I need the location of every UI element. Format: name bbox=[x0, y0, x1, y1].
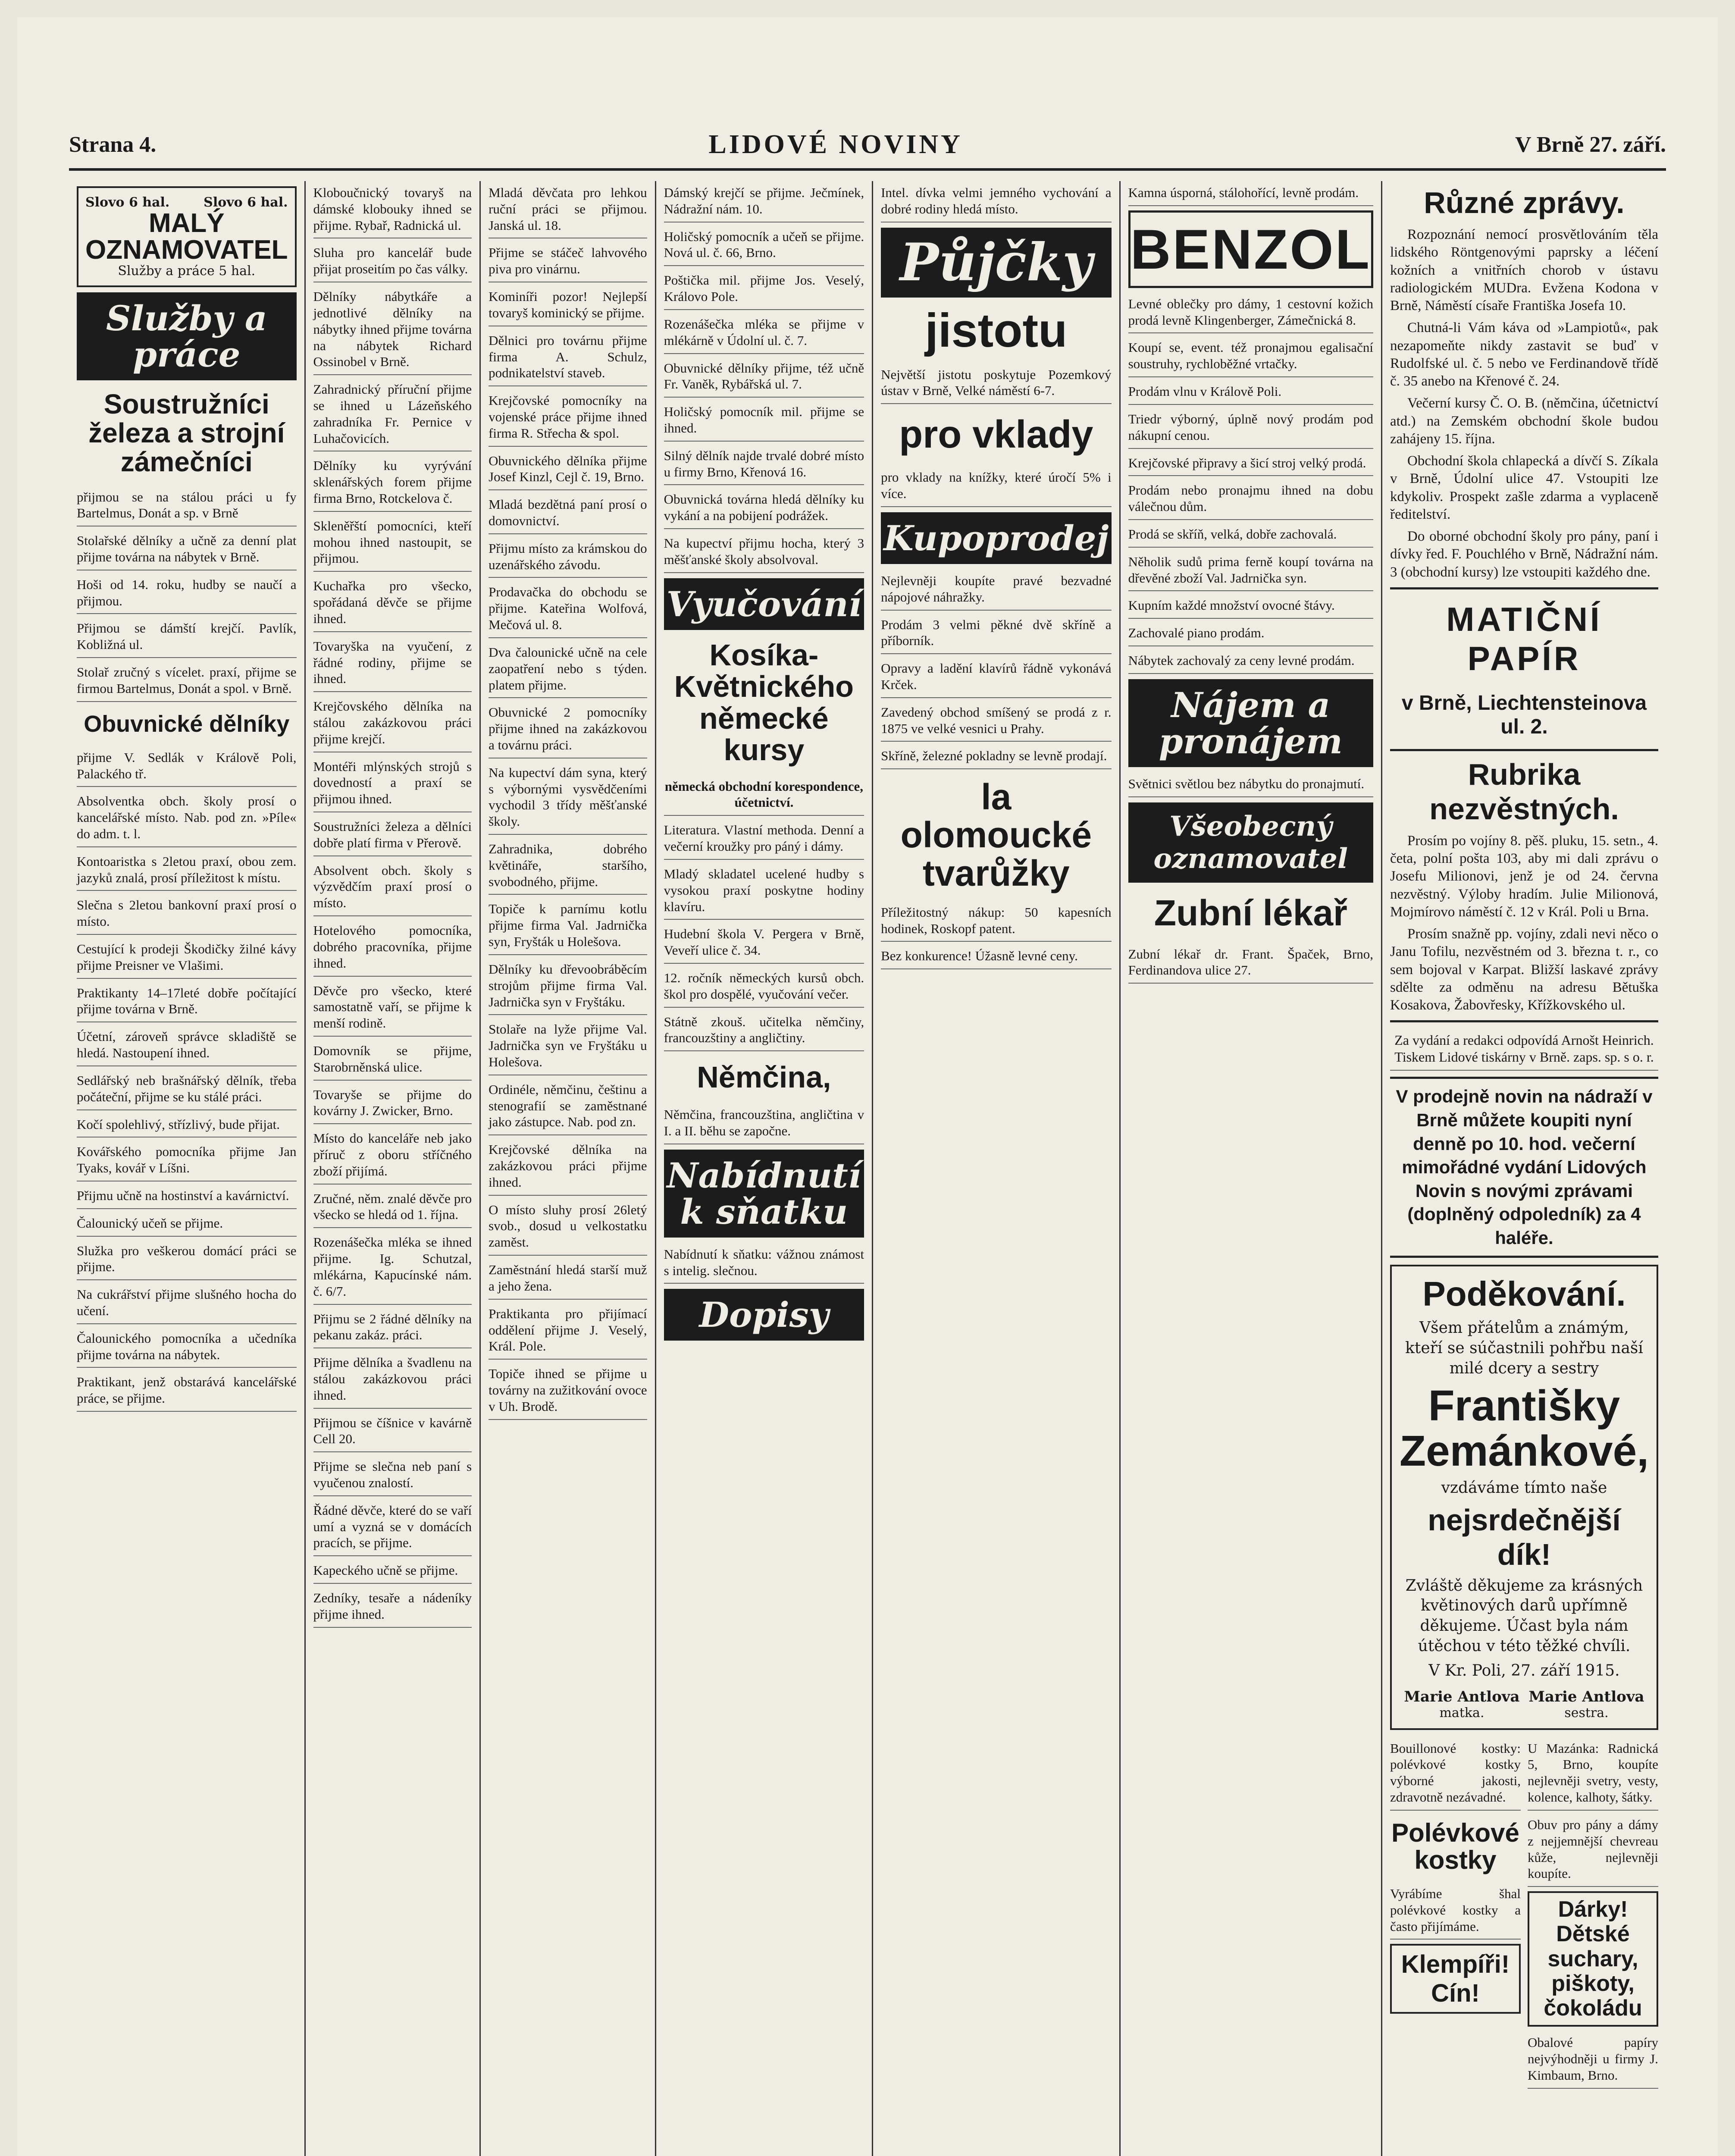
news-item: Chutná-li Vám káva od »Lampiotů«, pak nezapomeňte nikdy zastavit se buď v Rudolfské ul. č. 5 nebo ve Ferdinandově třídě č. 35 anebo na Křenové č. 24. bbox=[1390, 320, 1659, 389]
list-item: Nábytek zachovalý za ceny levné prodám. bbox=[1128, 649, 1373, 674]
list-item: Tovaryše se přijme do kovárny J. Zwicker, Brno. bbox=[313, 1083, 472, 1125]
list-item: Obuvnická továrna hledá dělníky ku vykání a na pobijení podrážek. bbox=[664, 488, 864, 529]
missing-persons-title: Rubrika nezvěstných. bbox=[1429, 757, 1619, 826]
list-item: Krejčovského dělníka na stálou zakázkovou práci přijme krejčí. bbox=[313, 695, 472, 752]
list-item: Něholik sudů prima ferně koupí továrna na dřevěné zboží Val. Jadrnička syn. bbox=[1128, 550, 1373, 592]
list-item: Přijme se stáčeč lahvového piva pro vinárnu. bbox=[489, 241, 647, 282]
list-item: Kovářského pomocníka přijme Jan Tyaks, kovář v Líšni. bbox=[77, 1140, 297, 1181]
newspaper-page bbox=[17, 17, 1718, 2156]
list-item: Zahradnický příruční přijme se ihned u Lázeňského zahradníka Fr. Pernice v Luhačovicích. bbox=[313, 378, 472, 451]
security-heading: jistotu bbox=[925, 304, 1068, 357]
rate-right: Slovo 6 hal. bbox=[204, 195, 288, 210]
list-item: Bez konkurence! Úžasně levné ceny. bbox=[881, 944, 1111, 969]
list-item: Kapeckého učně se přijme. bbox=[313, 1559, 472, 1584]
list-item: pro vklady na knížky, které úročí 5% i více. bbox=[881, 466, 1111, 507]
list-item: Dva čalounické učně na cele zaopatření nebo s týden. platem přijme. bbox=[489, 641, 647, 698]
section-marriage: Nabídnutí k sňatku bbox=[664, 1150, 864, 1238]
classified-brand: MALÝ OZNAMOVATEL bbox=[85, 208, 288, 265]
list-item: Intel. dívka velmi jemného vychování a dobré rodiny hledá místo. bbox=[881, 181, 1111, 222]
list-item: Topiče k parnímu kotlu přijme firma Val. Jadrnička syn, Fryšták u Holešova. bbox=[489, 897, 647, 955]
ad-list-4b bbox=[664, 818, 864, 1051]
classified-masthead bbox=[77, 186, 297, 287]
page-number: Strana 4. bbox=[69, 132, 157, 157]
list-item: Čalounického pomocníka a učedníka přijme továrna na nábytek. bbox=[77, 1327, 297, 1368]
list-item: Na kupectví přijmu hocha, který 3 měšťanské školy absolvoval. bbox=[664, 532, 864, 573]
list-item: Levné oblečky pro dámy, 1 cestovní kožich prodá levně Klingenberger, Zámečnická 8. bbox=[1128, 292, 1373, 334]
list-item: Prodám nebo pronajmu ihned na dobu válečnou dům. bbox=[1128, 479, 1373, 520]
list-item: Kloboučnický tovaryš na dámské klobouky ihned se přijme. Rybař, Radnická ul. bbox=[313, 181, 472, 238]
deposits-heading: pro vklady bbox=[899, 413, 1093, 457]
list-item: Čalounický učeň se přijme. bbox=[77, 1212, 297, 1237]
list-item: Dělníky nábytkáře a jednotlivé dělníky na nábytky ihned přijme továrna na nábytek Richard Ossinobel v Brně. bbox=[313, 285, 472, 375]
matice-paper-heading: MATIČNÍ PAPÍR bbox=[1446, 600, 1602, 677]
list-item: Triedr výborný, úplně nový prodám pod nákupní cenou. bbox=[1128, 407, 1373, 449]
missing-list bbox=[1390, 832, 1658, 1015]
list-item: Skříně, železné pokladny se levně prodají. bbox=[881, 744, 1111, 769]
list-item: Silný dělník najde trvalé dobré místo u firmy Brno, Křenová 16. bbox=[664, 444, 864, 486]
missing-item: Prosím snažně pp. vojíny, zdali nevi něco o Janu Tofilu, nezvěstném od 3. března t. r., co sem bojoval v Karpat. Bližší laskavé zprávy sdělte za odměnu na adresu Bětuška Kosakova, Žabovřesky, Křížkovského ul. bbox=[1390, 926, 1659, 1013]
shoe-workers-title: Obuvnické dělníky bbox=[84, 711, 290, 737]
list-item: Soustružníci železa a dělníci dobře platí firma v Přerově. bbox=[313, 815, 472, 856]
section-services: Služby a práce bbox=[77, 292, 297, 380]
section-loans: Půjčky bbox=[881, 228, 1111, 298]
list-item: Dámský krejčí se přijme. Ječmínek, Nádražní nám. 10. bbox=[664, 181, 864, 222]
column-7 bbox=[1382, 181, 1666, 2156]
list-item: Obalové papíry nejvýhodněji u firmy J. Kimbaum, Brno. bbox=[1528, 2031, 1658, 2088]
list-item: Praktikanta pro přijímací oddělení přijme J. Veselý, Král. Pole. bbox=[489, 1302, 647, 1360]
divider bbox=[1390, 1020, 1658, 1022]
column-1 bbox=[69, 181, 306, 2156]
list-item: Mladý skladatel ucelené hudby s vysokou praxí poskytne hodiny klavíru. bbox=[664, 862, 864, 920]
list-item: Řádné děvče, které do se vaří umí a vyzná se v domácích pracích, se přijme. bbox=[313, 1499, 472, 1556]
list-item: Slečna s 2letou bankovní praxí prosí o místo. bbox=[77, 893, 297, 935]
german-heading: Němčina, bbox=[697, 1060, 831, 1094]
list-item: 12. ročník německých kursů obch. škol pro dospělé, vyučování večer. bbox=[664, 966, 864, 1008]
list-item: Přijmu místo za krámskou do uzenářského závodu. bbox=[489, 537, 647, 578]
thanks-notice bbox=[1390, 1265, 1658, 1730]
list-item: Mladá děvčata pro lehkou ruční práci se přijmou. Janská ul. 18. bbox=[489, 181, 647, 238]
list-item: Krejčovské připravy a šicí stroj velký prodá. bbox=[1128, 451, 1373, 476]
columns bbox=[69, 181, 1666, 2156]
list-item: Zaměstnání hledá starší muž a jeho žena. bbox=[489, 1258, 647, 1300]
german-courses-title: Kosíka-Květnického německé kursy bbox=[674, 638, 854, 767]
dentist-heading: Zubní lékař bbox=[1154, 892, 1347, 933]
news-item: Obchodní škola chlapecká a dívčí S. Zíkala v Brně, Údolní ulice 47. Vstoupiti lze kdykoliv. Prospekt zašle zdarma a vyplaceně ředitelství. bbox=[1390, 453, 1659, 522]
signature-2: Marie Antlova sestra. bbox=[1528, 1688, 1644, 1720]
matice-paper-address: v Brně, Liechtensteinova ul. 2. bbox=[1401, 691, 1647, 738]
list-item: Kočí spolehlivý, střízlivý, bude přijat. bbox=[77, 1113, 297, 1138]
list-item: Hudební škola V. Pergera v Brně, Veveří ulice č. 34. bbox=[664, 922, 864, 964]
list-item: Absolventka obch. školy prosí o kancelářské místo. Nab. pod zn. »Píle« do adm. t. l. bbox=[77, 790, 297, 847]
benzol-heading: BENZOL bbox=[1128, 210, 1373, 288]
column-2 bbox=[306, 181, 481, 2156]
list-item: Literatura. Vlastní methoda. Denní a večerní kroužky pro páný i dámy. bbox=[664, 818, 864, 860]
ad-list-1b bbox=[77, 746, 297, 1412]
thanks-text: Zvláště děkujeme za krásných květinových darů upřímně děkujeme. Účast byla nám útěchou v této těžké chvíli. bbox=[1405, 1576, 1643, 1655]
column-5 bbox=[873, 181, 1120, 2156]
news-item: Rozpoznání nemocí prosvětlováním těla lidského Röntgenovými paprsky a léčení kožních a vnitřních chorob v ústavu radiologickém MUDra. Evžena Kodona v Brně, Náměstí císaře Františka Josefa 10. bbox=[1390, 227, 1659, 313]
list-item: Sluha pro kancelář bude přijat proseitím po čas války. bbox=[313, 241, 472, 282]
list-item: Nabídnutí k sňatku: vážnou známost s intelig. slečnou. bbox=[664, 1243, 864, 1284]
thanks-big: nejsrdečnější dík! bbox=[1428, 1503, 1621, 1571]
list-item: Nejlevněji koupíte pravé bezvadné nápojové náhražky. bbox=[881, 569, 1111, 611]
issue-date: V Brně 27. září. bbox=[1515, 132, 1666, 157]
list-item: Zachovalé piano prodám. bbox=[1128, 621, 1373, 646]
list-item: Prodavačka do obchodu se přijme. Kateřina Wolfová, Mečová ul. 8. bbox=[489, 580, 647, 638]
headline-lathes-text: přijmou se na stálou práci u fy Bartelmus, Donát a sp. v Brně bbox=[77, 486, 297, 527]
list-item: Kontoaristka s 2letou praxí, obou zem. jazyků znalá, prosí příležitost k místu. bbox=[77, 850, 297, 891]
list-item: Koupí se, event. též pronajmou egalisační soustruhy, rychloběžné vrtačky. bbox=[1128, 336, 1373, 377]
list-item: Přijme dělníka a švadlenu na stálou zakázkovou práci ihned. bbox=[313, 1351, 472, 1408]
list-item: Hotelového pomocníka, dobrého pracovníka, přijme ihned. bbox=[313, 919, 472, 976]
divider bbox=[1390, 1256, 1658, 1258]
list-item: Rozenášečka mléka se ihned přijme. Ig. Schutzal, mlékárna, Kapucínské nám. č. 6/7. bbox=[313, 1231, 472, 1304]
list-item: Stolař zručný s vícelet. praxí, přijme se firmou Bartelmus, Donát a spol. v Brně. bbox=[77, 661, 297, 702]
deceased-name: Františky Zemánkové, bbox=[1399, 1381, 1649, 1475]
section-buy-sell: Kupoprodej bbox=[881, 512, 1111, 564]
list-item: Přijmu se 2 řádné dělníky na pekanu zakáz. práci. bbox=[313, 1307, 472, 1349]
list-item: Obuvnické 2 pomocníky přijme ihned na zakázkovou a továrnu práci. bbox=[489, 701, 647, 758]
list-item: Obuv pro pány a dámy z nejjemnější chevreau kůže, nejlevněji koupíte. bbox=[1528, 1813, 1658, 1887]
list-item: přijme V. Sedlák v Králově Poli, Palackého tř. bbox=[77, 746, 297, 787]
list-item: Zubní lékař dr. Frant. Špaček, Brno, Ferdinandova ulice 27. bbox=[1128, 943, 1373, 984]
list-item: Sedlářský neb brašnářský dělník, třeba počáteční, přijme se ku stálé práci. bbox=[77, 1069, 297, 1110]
list-item: Krejčovské dělníka na zakázkovou práci přijme ihned. bbox=[489, 1138, 647, 1195]
ad-list-4 bbox=[664, 181, 864, 573]
list-item: Přijmu učně na hostinství a kavárnictví. bbox=[77, 1184, 297, 1209]
list-item: Největší jistotu poskytuje Pozemkový ústav v Brně, Velké náměstí 6-7. bbox=[881, 363, 1111, 404]
list-item: Praktikanty 14–17leté dobře počítající přijme továrna v Brně. bbox=[77, 981, 297, 1023]
news-section-title: Různé zprávy. bbox=[1424, 186, 1625, 219]
list-item: Bouillonové kostky: polévkové kostky výborné jakosti, zdravotně nezávadné. bbox=[1390, 1737, 1521, 1811]
signature-1: Marie Antlova matka. bbox=[1404, 1688, 1520, 1720]
column-6 bbox=[1121, 181, 1382, 2156]
list-item: Topiče ihned se přijme u továrny na zužitkování ovoce v Uh. Brodě. bbox=[489, 1362, 647, 1420]
list-item: Montéři mlýnských strojů s dovedností a praxí se přijmou ihned. bbox=[313, 755, 472, 812]
column-3 bbox=[481, 181, 656, 2156]
list-item: Prodám 3 velmi pěkné dvě skříně a příborník. bbox=[881, 613, 1111, 655]
list-item: Na cukrářství přijme slušného hocha do učení. bbox=[77, 1283, 297, 1324]
list-item: Státně zkouš. učitelka němčiny, francouzštiny a angličtiny. bbox=[664, 1010, 864, 1052]
divider bbox=[1390, 1077, 1658, 1079]
news-item: Večerní kursy Č. O. B. (němčina, účetnictví atd.) na Zemském obchodní škole budou zahájeny 15. října. bbox=[1390, 395, 1659, 447]
ad-list-2 bbox=[313, 181, 472, 1628]
list-item: Holičský pomocník a učeň se přijme. Nová ul. č. 66, Brno. bbox=[664, 225, 864, 266]
list-item: Ordinéle, němčinu, češtinu a stenografií se zaměstnané jako zástupce. Nab. pod zn. bbox=[489, 1078, 647, 1135]
list-item: Kamna úsporná, stálohořící, levně prodám. bbox=[1128, 181, 1373, 206]
divider bbox=[1390, 749, 1658, 751]
headline-lathes: Soustružníci železa a strojní zámečníci bbox=[88, 389, 285, 478]
list-item: Příležitostný nákup: 50 kapesních hodinek, Roskopf patent. bbox=[881, 901, 1111, 942]
list-item: Stolařské dělníky a učně za denní plat přijme továrna na nábytek v Brně. bbox=[77, 529, 297, 570]
list-item: Holičský pomocník mil. přijme se ihned. bbox=[664, 400, 864, 442]
list-item: Obuvnického dělníka přijme Josef Kinzl, Cejl č. 19, Brno. bbox=[489, 449, 647, 491]
list-item: Obuvnické dělníky přijme, též učně Fr. Vaněk, Rybářská ul. 7. bbox=[664, 357, 864, 398]
ad-list-3 bbox=[489, 181, 647, 1420]
list-item: Opravy a ladění klavírů řádně vykonává Krček. bbox=[881, 657, 1111, 698]
list-item: Domovník se přijme, Starobrněnská ulice. bbox=[313, 1039, 472, 1081]
bottom-ads bbox=[1390, 1737, 1658, 2091]
list-item: Prodá se skříň, velká, dobře zachovalá. bbox=[1128, 523, 1373, 548]
thanks-title: Poděkování. bbox=[1422, 1275, 1626, 1313]
list-item: Na kupectví dám syna, který s výbornými vysvědčeními vychodil 3 třídy měšťanské školy. bbox=[489, 761, 647, 835]
paper-title: LIDOVÉ NOVINY bbox=[708, 129, 963, 159]
list-item: Dělnici pro továrnu přijme firma A. Schulz, podnikatelství staveb. bbox=[489, 329, 647, 386]
list-item: Rozenášečka mléka se přijme v mlékárně v Údolní ul. č. 7. bbox=[664, 313, 864, 354]
thanks-age: vzdáváme tímto naše bbox=[1441, 1479, 1607, 1497]
running-header bbox=[69, 121, 1666, 171]
list-item: Zedníky, tesaře a nádeníky přijme ihned. bbox=[313, 1586, 472, 1628]
list-item: Zručné, něm. znalé děvče pro všecko se hledá od 1. října. bbox=[313, 1187, 472, 1228]
list-item: Místo do kanceláře neb jako příruč z oboru stříčného zboží přijímá. bbox=[313, 1127, 472, 1184]
news-item: Do oborné obchodní školy pro pány, paní i dívky řed. F. Pouchlého v Brně, Nádražní nám. 3 (obchodní kursy) lze vstoupiti každého dne. bbox=[1390, 529, 1659, 580]
list-item: Účetní, zároveň správce skladiště se hledá. Nastoupení ihned. bbox=[77, 1025, 297, 1066]
list-item: Hoši od 14. roku, hudby se naučí a přijmou. bbox=[77, 573, 297, 614]
list-item: Světnici světlou bez nábytku do pronajmutí. bbox=[1128, 772, 1373, 797]
list-item: Zahradnika, dobrého květináře, staršího, svobodného, přijme. bbox=[489, 837, 647, 895]
list-item: Zavedený obchod smíšený se prodá z r. 1875 ve velké vesnici u Prahy. bbox=[881, 701, 1111, 742]
section-education: Vyučování bbox=[664, 578, 864, 630]
list-item: Děvče pro všecko, které samostatně vaří, se přijme k menší rodině. bbox=[313, 979, 472, 1037]
list-item: Služka pro veškerou domácí práci se přijme. bbox=[77, 1239, 297, 1281]
list-item: Přijmou se dámští krejčí. Pavlík, Kobližná ul. bbox=[77, 617, 297, 658]
thanks-date: V Kr. Poli, 27. září 1915. bbox=[1428, 1661, 1620, 1680]
rate-sub: Služby a práce 5 hal. bbox=[118, 263, 256, 279]
news-list bbox=[1390, 226, 1658, 581]
thanks-intro: Všem přátelům a známým, kteří se súčastnili pohřbu naší milé dcery a sestry bbox=[1405, 1319, 1643, 1378]
rate-left: Slovo 6 hal. bbox=[85, 195, 170, 210]
list-item: Kominíři pozor! Nejlepší tovaryš kominický se přijme. bbox=[489, 285, 647, 326]
list-item: Dělníky ku vyrývání sklenářských forem přijme firma Brno, Rotckelova č. bbox=[313, 454, 472, 511]
list-item: Skleněřští pomocníci, kteří mohou ihned nastoupit, se přijmou. bbox=[313, 514, 472, 572]
ad-list-1 bbox=[77, 529, 297, 702]
list-item: Tovaryška na vyučení, z řádné rodiny, přijme se ihned. bbox=[313, 635, 472, 692]
list-item: Kuchařka pro všecko, spořádaná děvče se přijme ihned. bbox=[313, 574, 472, 632]
list-item: Absolvent obch. školy s výzvědčím praxí prosí o místo. bbox=[313, 859, 472, 916]
soup-cubes-heading: Polévkové kostky bbox=[1391, 1818, 1519, 1874]
tinsmiths-heading: Klempíři! Cín! bbox=[1390, 1944, 1521, 2014]
list-item: Mladá bezdětná paní prosí o domovnictví. bbox=[489, 493, 647, 534]
station-sales-notice: V prodejně novin na nádraží v Brně můžete koupiti nyní denně po 10. hod. večerní mimořádné vydání Lidových Novin s novými zprávami (doplněný odpoledník) za 4 haléře. bbox=[1396, 1086, 1653, 1248]
gifts-heading: Dárky! Dětské suchary, piškoty, čokoládu bbox=[1528, 1891, 1658, 2027]
german-courses-sub: německá obchodní korespondence, účetnictví. bbox=[664, 775, 864, 816]
list-item: O místo sluhy prosí 26letý svob., dosud u velkostatku zaměst. bbox=[489, 1198, 647, 1256]
section-rent: Nájem a pronájem bbox=[1128, 679, 1373, 767]
list-item: Praktikant, jenž obstarává kancelářské práce, se přijme. bbox=[77, 1370, 297, 1412]
list-item: Vyrábíme šhal polévkové kostky a často přijímáme. bbox=[1390, 1882, 1521, 1940]
list-item: Cestující k prodeji Škodičky žilné kávy přijme Preisner ve Vlašimi. bbox=[77, 937, 297, 979]
list-item: Přijme se slečna neb paní s vyučenou znalostí. bbox=[313, 1455, 472, 1496]
list-item: Krejčovské pomocníky na vojenské práce přijme ihned firma R. Střecha & spol. bbox=[489, 389, 647, 446]
list-item: Poštička mil. přijme Jos. Veselý, Královo Pole. bbox=[664, 269, 864, 310]
editor-credit: Za vydání a redakci odpovídá Arnošt Heinrich. Tiskem Lidové tiskárny v Brně. zaps. sp. s o. r. bbox=[1390, 1028, 1658, 1071]
list-item: Prodám vlnu v Králově Poli. bbox=[1128, 380, 1373, 405]
list-item: Dělníky ku dřevoobráběcím strojům přijme firma Val. Jadrnička syn v Fryštáku. bbox=[489, 958, 647, 1015]
section-letters: Dopisy bbox=[664, 1289, 864, 1341]
missing-item: Prosím po vojíny 8. pěš. pluku, 15. setn., 4. četa, polní pošta 103, aby mi dali zprávu o Josefu Milionovi, jenž je od 24. června nezvěstný. Výloby hradím. Julie Milionová, Mojmírovo náměstí č. 12 v Král. Poli u Brna. bbox=[1390, 833, 1659, 920]
list-item: Přijmou se číšnice v kavárně Cell 20. bbox=[313, 1411, 472, 1453]
divider bbox=[1390, 587, 1658, 589]
column-4 bbox=[656, 181, 873, 2156]
list-item: Stolaře na lyže přijme Val. Jadrnička syn ve Fryštáku u Holešova. bbox=[489, 1018, 647, 1075]
signatures bbox=[1400, 1688, 1649, 1720]
list-item: Kupním každé množství ovocné štávy. bbox=[1128, 594, 1373, 619]
section-general: Všeobecný oznamovatel bbox=[1128, 802, 1373, 883]
list-item: Němčina, francouzština, angličtina v I. a II. běhu se započne. bbox=[664, 1103, 864, 1144]
list-item: U Mazánka: Radnická 5, Brno, koupíte nejlevněji svetry, vesty, kolence, kalhoty, šátky. bbox=[1528, 1737, 1658, 1811]
cheese-heading: la olomoucké tvarůžky bbox=[900, 777, 1092, 893]
